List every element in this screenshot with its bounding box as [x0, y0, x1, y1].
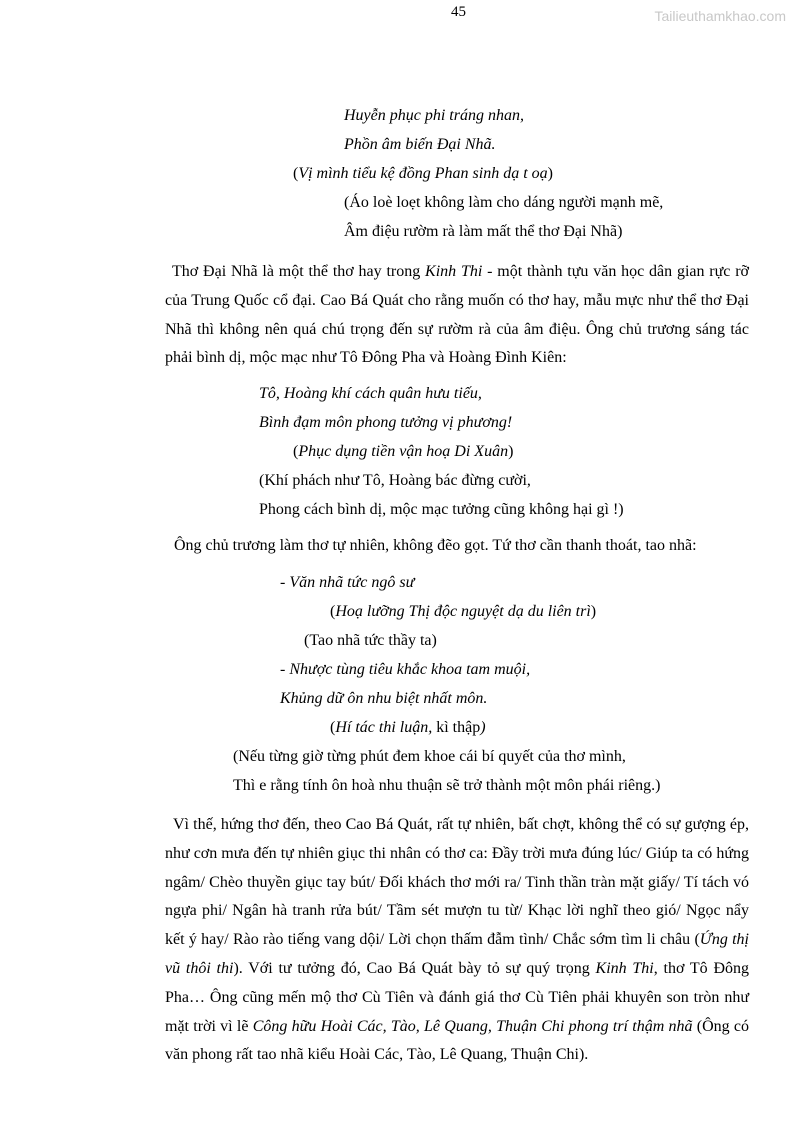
- poem3-source2-title: Hí tác thi luận,: [335, 719, 433, 736]
- poem2-line-1: Tô, Hoàng khí cách quân hưu tiếu,: [259, 385, 482, 402]
- poem2-source-open: (: [293, 443, 299, 460]
- paragraph3-title-ung-thi: Ứng thị vũ thôi thi: [165, 931, 749, 977]
- poem1-translation-2: Âm điệu rườm rà làm mất thể thơ Đại Nhã): [344, 223, 623, 240]
- poem1-source: [293, 164, 553, 184]
- poem3-source1-close: ): [590, 603, 597, 620]
- paragraph-1: [165, 258, 749, 373]
- paragraph3-title-kinh-thi: Kinh Thi: [595, 959, 654, 977]
- poem3-source2-close: ): [480, 719, 486, 736]
- poem3-source-1: [330, 602, 596, 622]
- poem1-line-1: Huyễn phục phi tráng nhan,: [344, 107, 524, 124]
- paragraph3-quote: Công hữu Hoài Các, Tào, Lê Quang, Thuận Chi phong trí thậm nhã: [252, 1017, 693, 1035]
- paragraph3-text-g: (Ông có văn phong rất tao nhã kiểu Hoài Các, Tào, Lê Quang, Thuận Chi).: [165, 1017, 749, 1064]
- poem2-line-2: Bình đạm môn phong tưởng vị phương!: [259, 414, 513, 431]
- poem2-source-title: Phục dụng tiền vận hoạ Di Xuân: [298, 443, 509, 460]
- poem3-translation-1: (Tao nhã tức thầy ta): [304, 632, 437, 649]
- paragraph-2: Ông chủ trương làm thơ tự nhiên, không đẽo gọt. Tứ thơ cần thanh thoát, tao nhã:: [174, 537, 697, 554]
- poem3-translation-2a: (Nếu từng giờ từng phút đem khoe cái bí quyết của thơ mình,: [233, 748, 626, 765]
- poem3-source1-title: Hoạ lưỡng Thị độc nguyệt dạ du liên trì: [335, 603, 591, 620]
- paragraph3-text-e: , thơ Tô Đông Pha… Ông cũng mến mộ thơ Cù Tiên và đánh giá thơ Cù Tiên phải khuyên son tròn như mặt trời vì lẽ: [165, 959, 750, 1035]
- paragraph3-text-a: Vì thế, hứng thơ đến, theo Cao Bá Quát, rất tự nhiên, bất chợt, không thể có sự gượng ép, như cơn mưa đến tự nhiên giục thi nhân có thơ ca: Đầy trời mưa đúng lúc/ Giúp ta có hứng ngâm/ Chèo thuyền giục tay bút/ Đối khách thơ mới ra/ Tinh thần tràn mặt giấy/ Tí tách vó ngựa phi/ Ngân hà tranh rửa bút/ Tầm sét mượn tu từ/ Khạc lời nghĩ theo gió/ Ngọc nẩy kết ý hay/ Rào rào tiếng vang dội/ Lời chọn thấm đẫm tình/ Chắc sớm tìm li châu (: [165, 816, 749, 949]
- poem3-line-1: - Văn nhã tức ngô sư: [280, 574, 415, 591]
- poem2-translation-2: Phong cách bình dị, mộc mạc tưởng cũng không hại gì !): [259, 501, 624, 518]
- poem3-source1-open: (: [330, 603, 336, 620]
- watermark: Tailieuthamkhao.com: [654, 8, 786, 24]
- page-number: 45: [451, 4, 466, 20]
- poem3-source2-open: (: [330, 719, 336, 736]
- poem1-source-close: ): [547, 165, 553, 182]
- poem2-source-close: ): [508, 443, 514, 460]
- poem1-source-title: Vị mình tiểu kệ đồng Phan sinh dạ t oạ: [298, 165, 548, 182]
- poem3-source2-rest: kì thập: [432, 719, 481, 736]
- paragraph1-title-kinh-thi: Kinh Thi: [425, 263, 483, 280]
- poem3-line-2: - Nhược tùng tiêu khắc khoa tam muội,: [280, 661, 531, 678]
- poem3-translation-2b: Thì e rằng tính ôn hoà nhu thuận sẽ trở thành một môn phái riêng.): [233, 777, 661, 794]
- poem3-source-2: [330, 718, 486, 738]
- paragraph1-text-a: Thơ Đại Nhã là một thể thơ hay trong: [172, 263, 426, 280]
- poem1-source-open: (: [293, 165, 299, 182]
- paragraph3-text-c: ). Với tư tưởng đó, Cao Bá Quát bày tỏ sự quý trọng: [233, 959, 596, 977]
- paragraph-3: [165, 811, 749, 1070]
- poem1-translation-1: (Áo loè loẹt không làm cho dáng người mạnh mẽ,: [344, 194, 664, 211]
- paragraph1-text-c: - một thành tựu văn học dân gian rực rỡ của Trung Quốc cổ đại. Cao Bá Quát cho rằng muốn có thơ hay, mẫu mực như thể thơ Đại Nhã thì không nên quá chú trọng đến sự rườm rà của âm điệu. Ông chủ trương sáng tác phải bình dị, mộc mạc như Tô Đông Pha và Hoàng Đình Kiên:: [165, 263, 750, 367]
- poem3-line-3: Khủng dữ ôn nhu biệt nhất môn.: [280, 690, 488, 707]
- poem1-line-2: Phồn âm biến Đại Nhã.: [344, 136, 496, 153]
- poem2-source: [293, 442, 513, 462]
- poem2-translation-1: (Khí phách như Tô, Hoàng bác đừng cười,: [259, 472, 531, 489]
